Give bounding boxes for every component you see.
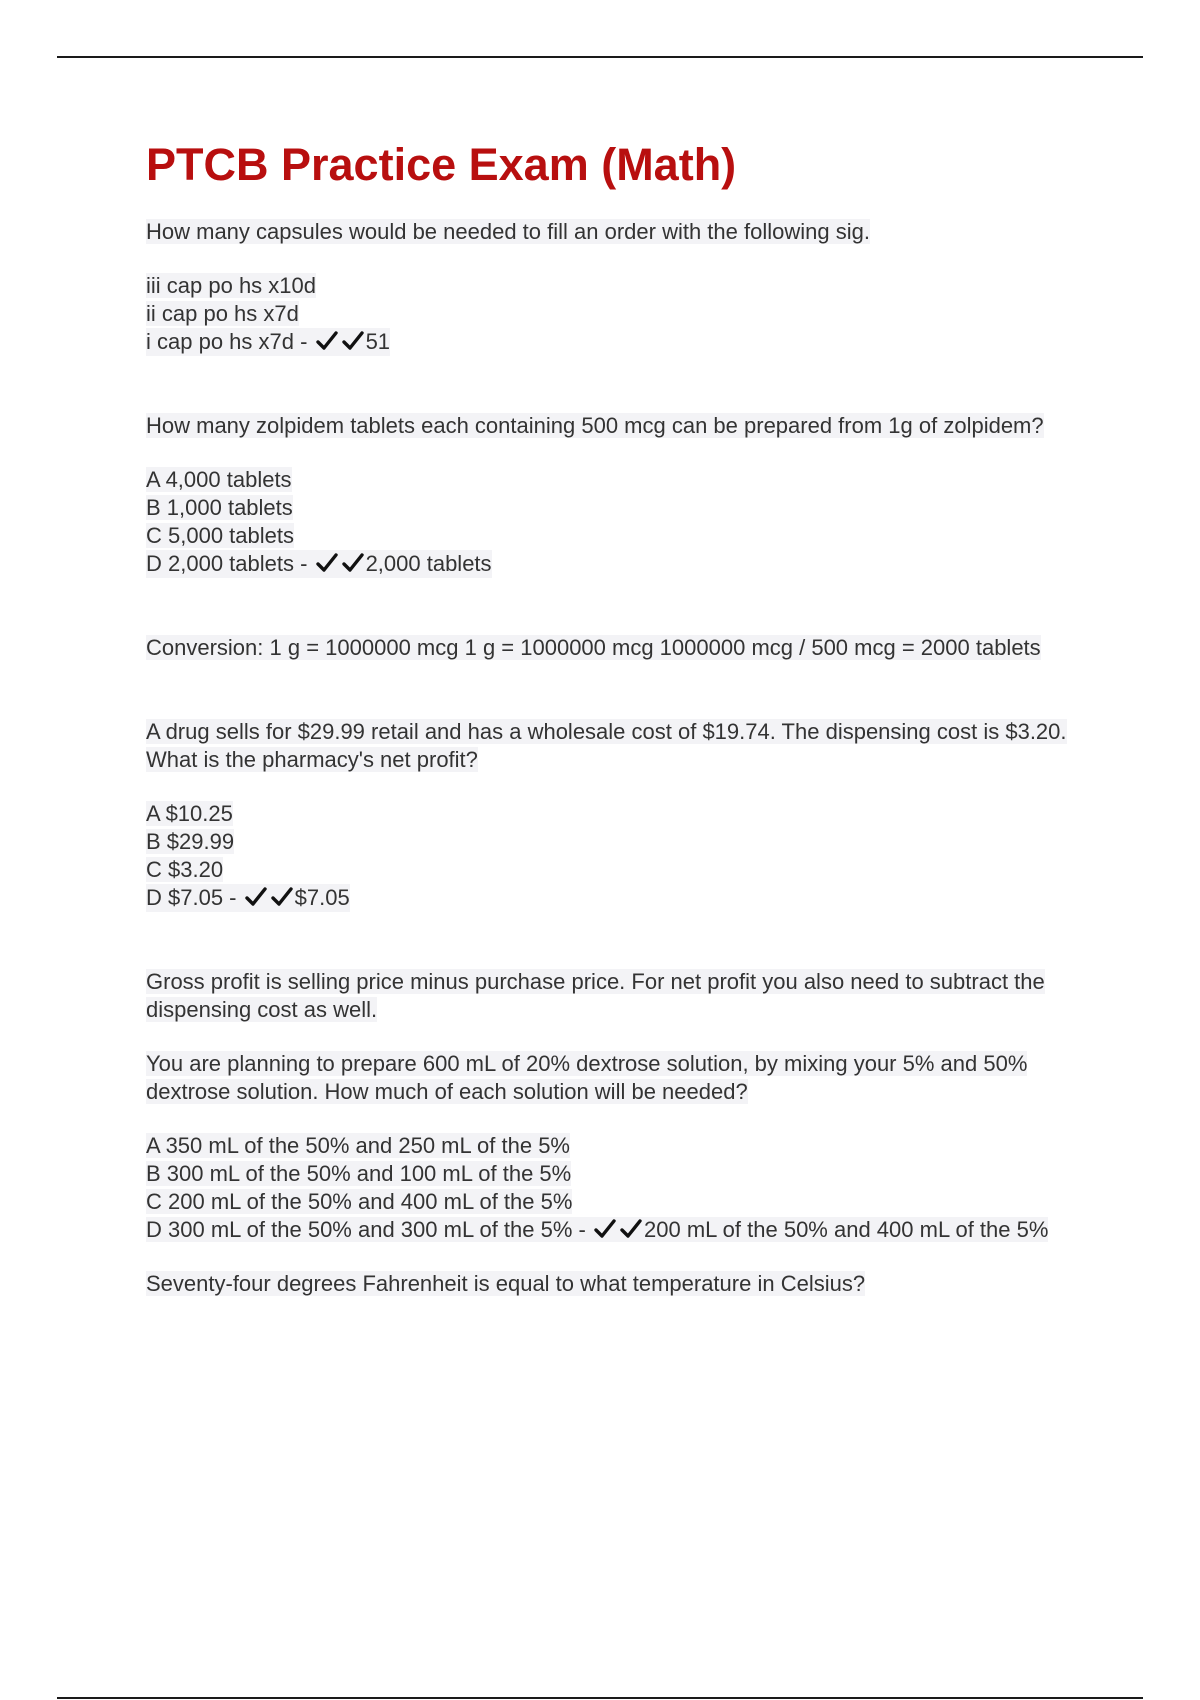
question-4-options <box>146 1132 1106 1244</box>
check-icon <box>341 551 365 575</box>
question-2-explanation <box>146 634 1106 662</box>
question-2-options <box>146 466 1106 578</box>
question-1-sig <box>146 272 1106 356</box>
question-5 <box>146 1270 1106 1298</box>
check-icon <box>270 885 294 909</box>
bottom-rule <box>57 1697 1143 1699</box>
question-2-answer: 2,000 tablets <box>365 550 492 576</box>
sig-line-1: iii cap po hs x10d <box>146 272 316 298</box>
option-b: B 1,000 tablets <box>146 494 293 520</box>
question-1-answer: 51 <box>365 328 391 354</box>
question-2 <box>146 412 1106 440</box>
check-icon <box>315 551 339 575</box>
document-body <box>146 140 1106 1324</box>
check-icon <box>244 885 268 909</box>
question-3-answer: $7.05 <box>294 884 350 910</box>
option-d: D 2,000 tablets - <box>146 550 308 576</box>
sig-line-3: i cap po hs x7d - <box>146 328 308 354</box>
question-3-explanation <box>146 968 1106 1024</box>
question-2-text: How many zolpidem tablets each containing 500 mcg can be prepared from 1g of zolpidem? <box>146 412 1044 438</box>
option-d-answer <box>146 550 492 578</box>
question-4-answer: 200 mL of the 50% and 400 mL of the 5% <box>644 1216 1049 1242</box>
option-d: D 300 mL of the 50% and 300 mL of the 5% - <box>146 1216 586 1242</box>
option-d-answer <box>146 1217 1048 1242</box>
check-icon <box>593 1217 617 1241</box>
question-4-text: You are planning to prepare 600 mL of 20% dextrose solution, by mixing your 5% and 50% dextrose solution. How much of each solution will be needed? <box>146 1050 1028 1104</box>
document-title: PTCB Practice Exam (Math) <box>146 139 737 190</box>
explanation-text: Gross profit is selling price minus purchase price. For net profit you also need to subtract the dispensing cost as well. <box>146 968 1045 1022</box>
sig-line-2: ii cap po hs x7d <box>146 300 299 326</box>
question-3 <box>146 718 1106 774</box>
option-d-answer <box>146 884 350 912</box>
option-c: C $3.20 <box>146 856 224 882</box>
question-1 <box>146 218 1106 246</box>
option-a: A 4,000 tablets <box>146 466 292 492</box>
question-3-options <box>146 800 1106 912</box>
question-3-text: A drug sells for $29.99 retail and has a wholesale cost of $19.74. The dispensing cost is $3.20. What is the pharmacy's net profit? <box>146 718 1067 772</box>
option-d: D $7.05 - <box>146 884 237 910</box>
option-c: C 200 mL of the 50% and 400 mL of the 5% <box>146 1188 573 1214</box>
sig-line-3-answer <box>146 328 390 356</box>
option-b: B 300 mL of the 50% and 100 mL of the 5% <box>146 1160 572 1186</box>
question-4 <box>146 1050 1106 1106</box>
question-5-text: Seventy-four degrees Fahrenheit is equal to what temperature in Celsius? <box>146 1270 866 1296</box>
check-icon <box>341 329 365 353</box>
option-c: C 5,000 tablets <box>146 522 294 548</box>
check-icon <box>619 1217 643 1241</box>
check-icon <box>315 329 339 353</box>
option-a: A 350 mL of the 50% and 250 mL of the 5% <box>146 1132 570 1158</box>
question-1-text: How many capsules would be needed to fill an order with the following sig. <box>146 218 870 244</box>
option-a: A $10.25 <box>146 800 233 826</box>
option-b: B $29.99 <box>146 828 235 854</box>
top-rule <box>57 56 1143 58</box>
explanation-text: Conversion: 1 g = 1000000 mcg 1 g = 1000000 mcg 1000000 mcg / 500 mcg = 2000 tablets <box>146 634 1041 660</box>
